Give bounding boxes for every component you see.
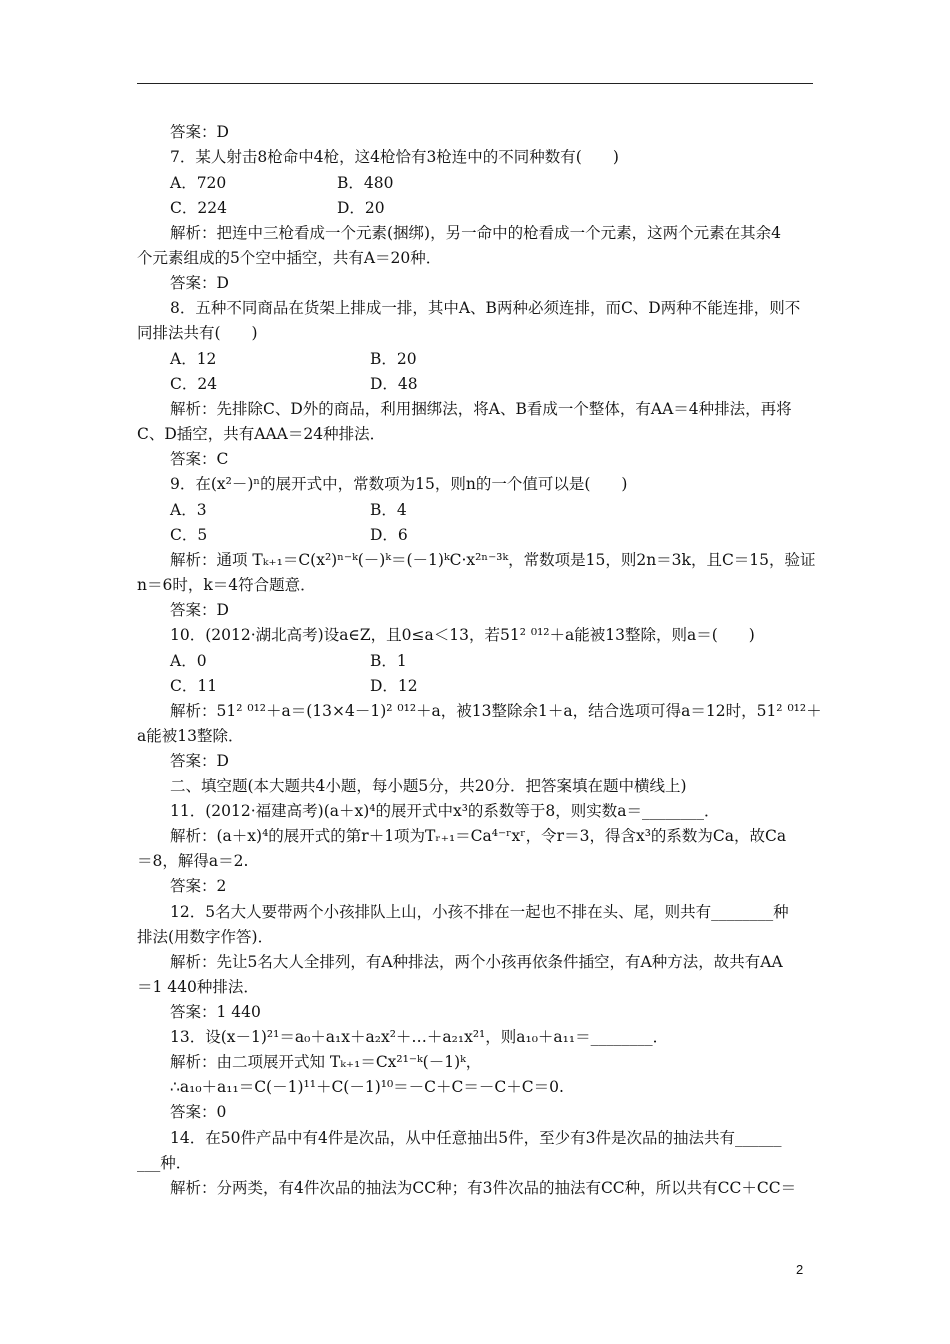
header-rule bbox=[137, 83, 813, 84]
text-line: 解析：分两类，有4件次品的抽法为CC种；有3件次品的抽法有CC种，所以共有CC＋CC＝ bbox=[170, 1179, 797, 1197]
text-line: A．12 bbox=[170, 350, 217, 368]
text-line: C．5 bbox=[170, 526, 208, 544]
text-line: 答案：2 bbox=[170, 877, 227, 895]
text-line: 解析：把连中三枪看成一个元素(捆绑)，另一命中的枪看成一个元素，这两个元素在其余4 bbox=[170, 224, 781, 242]
text-line: 7．某人射击8枪命中4枪，这4枪恰有3枪连中的不同种数有( ) bbox=[170, 148, 619, 166]
option-text: B．480 bbox=[337, 174, 394, 192]
page-number: 2 bbox=[796, 1262, 804, 1277]
text-line: 13．设(x－1)²¹＝a₀＋a₁x＋a₂x²＋…＋a₂₁x²¹，则a₁₀＋a₁₁＝________． bbox=[170, 1028, 669, 1046]
text-line: 解析：由二项展开式知 Tₖ₊₁＝Cx²¹⁻ᵏ(－1)ᵏ， bbox=[170, 1053, 482, 1071]
text-line: A．720 bbox=[170, 174, 227, 192]
text-line: 解析：先排除C、D外的商品，利用捆绑法，将A、B看成一个整体，有AA＝4种排法，再将 bbox=[170, 400, 792, 418]
text-line: n＝6时，k＝4符合题意． bbox=[137, 576, 316, 594]
text-line: 解析：通项 Tₖ₊₁＝C(x²)ⁿ⁻ᵏ(－)ᵏ＝(－1)ᵏC·x²ⁿ⁻³ᵏ，常数项是15，则2n＝3k，且C＝15，验证 bbox=[170, 551, 816, 569]
text-line: 答案：D bbox=[170, 123, 229, 141]
option-text: B．1 bbox=[370, 652, 407, 670]
text-line: 9．在(x²－)ⁿ的展开式中，常数项为15，则n的一个值可以是( ) bbox=[170, 475, 628, 493]
text-line: 14．在50件产品中有4件是次品，从中任意抽出5件，至少有3件是次品的抽法共有______ bbox=[170, 1129, 782, 1147]
text-line: A．0 bbox=[170, 652, 207, 670]
option-text: B．20 bbox=[370, 350, 417, 368]
text-line: a能被13整除． bbox=[137, 727, 244, 745]
option-text: D．12 bbox=[370, 677, 418, 695]
text-line: ＝1 440种排法． bbox=[137, 978, 259, 996]
option-text: B．4 bbox=[370, 501, 407, 519]
text-line: A．3 bbox=[170, 501, 207, 519]
text-line: 10．(2012·湖北高考)设a∈Z，且0≤a＜13，若51² ⁰¹²＋a能被13整除，则a＝( ) bbox=[170, 626, 755, 644]
option-text: D．6 bbox=[370, 526, 408, 544]
text-line: 答案：C bbox=[170, 450, 229, 468]
option-text: D．20 bbox=[337, 199, 385, 217]
text-line: 答案：D bbox=[170, 274, 229, 292]
text-line: ＝8，解得a＝2. bbox=[137, 852, 249, 870]
text-line: ∴a₁₀＋a₁₁＝C(－1)¹¹＋C(－1)¹⁰＝－C＋C＝－C＋C＝0. bbox=[170, 1078, 564, 1096]
text-line: ___种． bbox=[137, 1154, 192, 1172]
text-line: C．11 bbox=[170, 677, 218, 695]
text-line: 答案：D bbox=[170, 752, 229, 770]
text-line: C、D插空，共有AAA＝24种排法． bbox=[137, 425, 386, 443]
text-line: 答案：D bbox=[170, 601, 229, 619]
text-line: 解析：(a＋x)⁴的展开式的第r＋1项为Tᵣ₊₁＝Ca⁴⁻ʳxʳ，令r＝3，得含x³的系数为Ca，故Ca bbox=[170, 827, 787, 845]
text-line: 答案：0 bbox=[170, 1103, 227, 1121]
text-line: 答案：1 440 bbox=[170, 1003, 261, 1021]
text-line: 二、填空题(本大题共4小题，每小题5分，共20分．把答案填在题中横线上) bbox=[170, 777, 687, 795]
text-line: 12．5名大人要带两个小孩排队上山，小孩不排在一起也不排在头、尾，则共有________种 bbox=[170, 903, 789, 921]
text-line: 同排法共有( ) bbox=[137, 324, 258, 342]
text-line: 解析：51² ⁰¹²＋a＝(13×4－1)² ⁰¹²＋a，被13整除余1＋a，结合选项可得a＝12时，51² ⁰¹²＋ bbox=[170, 702, 822, 720]
text-line: C．224 bbox=[170, 199, 227, 217]
text-line: C．24 bbox=[170, 375, 218, 393]
text-line: 排法(用数字作答)． bbox=[137, 928, 274, 946]
text-line: 11．(2012·福建高考)(a＋x)⁴的展开式中x³的系数等于8，则实数a＝________． bbox=[170, 802, 720, 820]
text-line: 解析：先让5名大人全排列，有A种排法，两个小孩再依条件插空，有A种方法，故共有AA bbox=[170, 953, 783, 971]
text-line: 个元素组成的5个空中插空，共有A＝20种． bbox=[137, 249, 442, 267]
text-line: 8．五种不同商品在货架上排成一排，其中A、B两种必须连排，而C、D两种不能连排，则不 bbox=[170, 299, 801, 317]
option-text: D．48 bbox=[370, 375, 418, 393]
